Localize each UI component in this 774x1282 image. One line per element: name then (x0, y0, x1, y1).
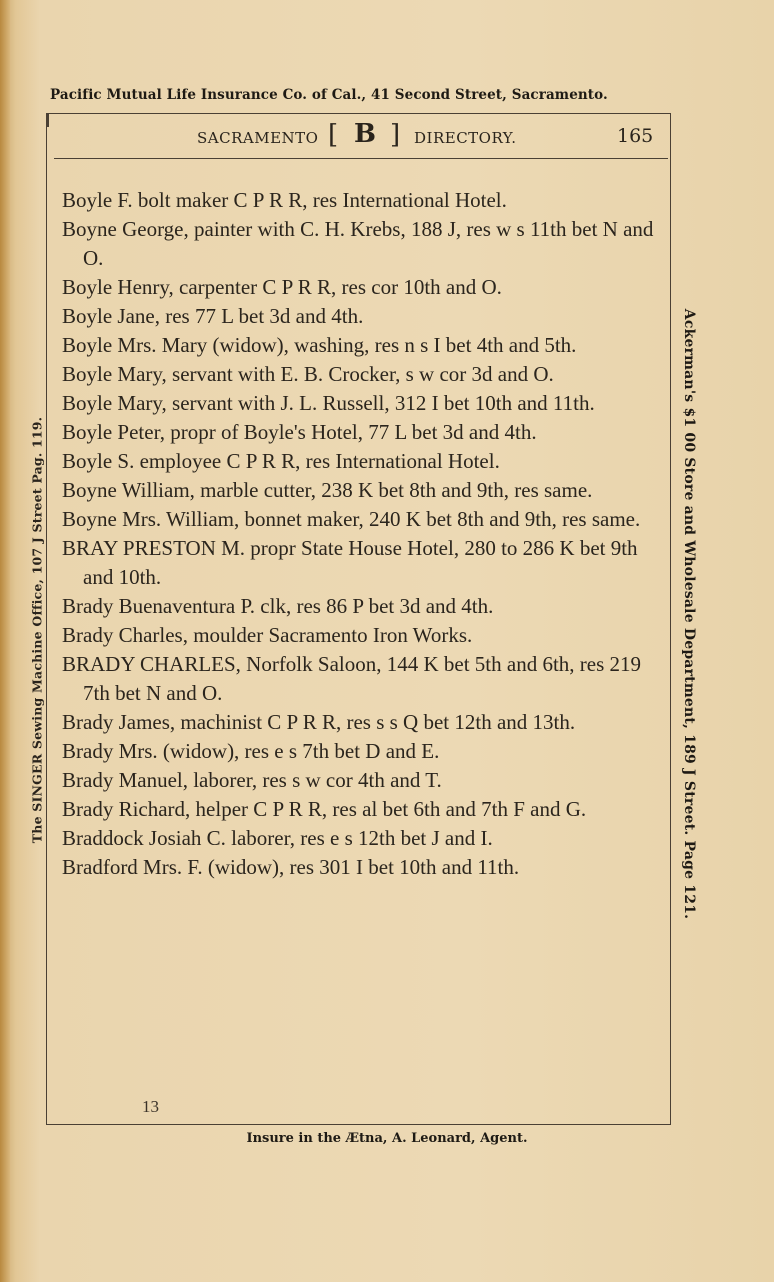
directory-entries (62, 186, 662, 882)
running-header (54, 118, 668, 159)
directory-entry: Boyle F. bolt maker C P R R, res International Hotel. (62, 188, 507, 212)
signature-folio: 13 (142, 1097, 159, 1116)
directory-entry: Boyne William, marble cutter, 238 K bet 8th and 9th, res same. (62, 478, 593, 502)
directory-entry: Boyle Mary, servant with E. B. Crocker, s w cor 3d and O. (62, 362, 554, 386)
directory-entry: Brady Buenaventura P. clk, res 86 P bet 3d and 4th. (62, 594, 494, 618)
header-open-bracket: [ (328, 120, 339, 150)
directory-entry: BRAY PRESTON M. propr State House Hotel, 280 to 286 K bet 9th and 10th. (62, 536, 638, 589)
directory-entry: Boyle Henry, carpenter C P R R, res cor 10th and O. (62, 275, 502, 299)
directory-entry: Brady Charles, moulder Sacramento Iron Works. (62, 623, 473, 647)
directory-entry: Brady Mrs. (widow), res e s 7th bet D and E. (62, 739, 440, 763)
right-margin-ad-text: Ackerman's $1 00 Store and Wholesale Department, 189 J Street. Page 121. (681, 308, 697, 920)
bottom-advertisement: Insure in the Ætna, A. Leonard, Agent. (246, 1131, 528, 1146)
header-directory: DIRECTORY. (414, 129, 517, 147)
directory-entry: Boyle S. employee C P R R, res International Hotel. (62, 449, 500, 473)
directory-entry: Boyne George, painter with C. H. Krebs, 188 J, res w s 11th bet N and O. (62, 217, 654, 270)
directory-entry: Boyle Peter, propr of Boyle's Hotel, 77 L bet 3d and 4th. (62, 420, 537, 444)
left-margin-ad-text: The SINGER Sewing Machine Office, 107 J Street Pag. 119. (29, 416, 45, 844)
directory-entry: Brady Manuel, laborer, res s w cor 4th and T. (62, 768, 442, 792)
directory-entry: Boyle Jane, res 77 L bet 3d and 4th. (62, 304, 364, 328)
directory-entry: BRADY CHARLES, Norfolk Saloon, 144 K bet 5th and 6th, res 219 7th bet N and O. (62, 652, 642, 705)
directory-entry: Bradford Mrs. F. (widow), res 301 I bet 10th and 11th. (62, 855, 520, 879)
directory-entry: Brady James, machinist C P R R, res s s Q bet 12th and 13th. (62, 710, 576, 734)
page-spine-edge (0, 0, 10, 1282)
frame-tick-mark (47, 113, 49, 127)
directory-entry: Braddock Josiah C. laborer, res e s 12th bet J and I. (62, 826, 493, 850)
top-advertisement: Pacific Mutual Life Insurance Co. of Cal., 41 Second Street, Sacramento. (50, 87, 608, 103)
header-close-bracket: ] (390, 120, 401, 150)
directory-entry: Boyle Mary, servant with J. L. Russell, 312 I bet 10th and 11th. (62, 391, 595, 415)
directory-entry: Brady Richard, helper C P R R, res al bet 6th and 7th F and G. (62, 797, 587, 821)
directory-entry: Boyle Mrs. Mary (widow), washing, res n s I bet 4th and 5th. (62, 333, 577, 357)
header-section-letter: B (354, 119, 376, 149)
header-city: SACRAMENTO (197, 129, 319, 147)
directory-entry: Boyne Mrs. William, bonnet maker, 240 K bet 8th and 9th, res same. (62, 507, 641, 531)
page-number: 165 (617, 125, 654, 147)
